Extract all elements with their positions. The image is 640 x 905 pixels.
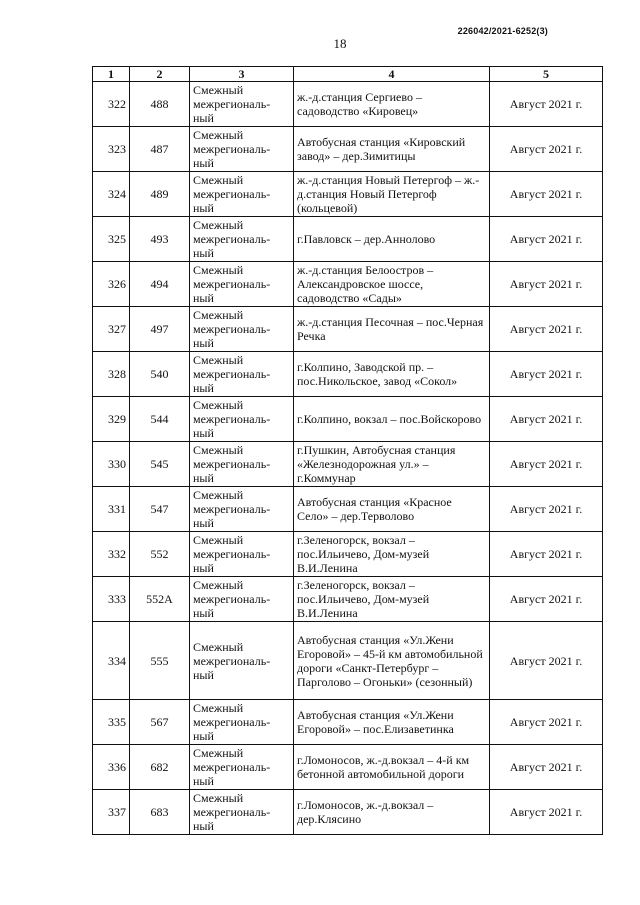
row-number: 326 [93,262,130,307]
route-number: 552 [130,532,190,577]
route-number: 552А [130,577,190,622]
route-number: 547 [130,487,190,532]
route-path: г.Павловск – дер.Аннолово [294,217,490,262]
route-number: 494 [130,262,190,307]
row-number: 337 [93,790,130,835]
route-path: г.Колпино, вокзал – пос.Войскорово [294,397,490,442]
route-number: 540 [130,352,190,397]
route-date: Август 2021 г. [490,790,603,835]
route-date: Август 2021 г. [490,487,603,532]
route-date: Август 2021 г. [490,397,603,442]
route-path: г.Ломоносов, ж.-д.вокзал – 4-й км бетонной автомобильной дороги [294,745,490,790]
table-row [93,442,603,487]
route-number: 555 [130,622,190,700]
document-id: 226042/2021-6252(3) [457,26,548,36]
routes-table [92,66,603,835]
route-type: Смежный межрегиональ- ный [190,262,294,307]
column-header: 2 [130,67,190,82]
route-type: Смежный межрегиональ- ный [190,352,294,397]
route-number: 497 [130,307,190,352]
route-type: Смежный межрегиональ- ный [190,397,294,442]
route-path: Автобусная станция «Кировский завод» – дер.Зимитицы [294,127,490,172]
table-row [93,82,603,127]
route-type: Смежный межрегиональ- ный [190,700,294,745]
row-number: 323 [93,127,130,172]
table-row [93,487,603,532]
table-row [93,307,603,352]
row-number: 322 [93,82,130,127]
table-row [93,790,603,835]
table-row [93,532,603,577]
route-path: ж.-д.станция Песочная – пос.Черная Речка [294,307,490,352]
route-date: Август 2021 г. [490,745,603,790]
route-path: Автобусная станция «Ул.Жени Егоровой» – 45-й км автомобильной дороги «Санкт-Петербург – Парголово – Огоньки» (сезонный) [294,622,490,700]
route-date: Август 2021 г. [490,622,603,700]
route-number: 488 [130,82,190,127]
table-row [93,217,603,262]
row-number: 331 [93,487,130,532]
route-path: Автобусная станция «Красное Село» – дер.Терволово [294,487,490,532]
route-number: 545 [130,442,190,487]
table-row [93,577,603,622]
table-row [93,622,603,700]
row-number: 330 [93,442,130,487]
row-number: 332 [93,532,130,577]
route-type: Смежный межрегиональ- ный [190,127,294,172]
table-body [93,82,603,835]
row-number: 334 [93,622,130,700]
route-date: Август 2021 г. [490,307,603,352]
row-number: 324 [93,172,130,217]
table-row [93,700,603,745]
route-date: Август 2021 г. [490,577,603,622]
route-type: Смежный межрегиональ- ный [190,745,294,790]
header-row [93,67,603,82]
route-type: Смежный межрегиональ- ный [190,442,294,487]
route-path: г.Ломоносов, ж.-д.вокзал – дер.Клясино [294,790,490,835]
route-path: г.Зеленогорск, вокзал – пос.Ильичево, Дом-музей В.И.Ленина [294,577,490,622]
route-type: Смежный межрегиональ- ный [190,172,294,217]
table-row [93,397,603,442]
route-number: 489 [130,172,190,217]
column-header: 5 [490,67,603,82]
row-number: 328 [93,352,130,397]
route-path: г.Пушкин, Автобусная станция «Железнодорожная ул.» – г.Коммунар [294,442,490,487]
route-date: Август 2021 г. [490,217,603,262]
table-row [93,127,603,172]
route-number: 544 [130,397,190,442]
row-number: 333 [93,577,130,622]
route-type: Смежный межрегиональ- ный [190,307,294,352]
route-type: Смежный межрегиональ- ный [190,82,294,127]
route-path: г.Зеленогорск, вокзал – пос.Ильичево, Дом-музей В.И.Ленина [294,532,490,577]
route-type: Смежный межрегиональ- ный [190,487,294,532]
column-header: 4 [294,67,490,82]
row-number: 329 [93,397,130,442]
route-type: Смежный межрегиональ- ный [190,622,294,700]
route-path: г.Колпино, Заводской пр. – пос.Никольское, завод «Сокол» [294,352,490,397]
route-path: ж.-д.станция Сергиево – садоводство «Кировец» [294,82,490,127]
route-number: 567 [130,700,190,745]
route-date: Август 2021 г. [490,262,603,307]
route-type: Смежный межрегиональ- ный [190,577,294,622]
route-number: 682 [130,745,190,790]
column-header: 3 [190,67,294,82]
row-number: 336 [93,745,130,790]
route-date: Август 2021 г. [490,82,603,127]
route-path: Автобусная станция «Ул.Жени Егоровой» – пос.Елизаветинка [294,700,490,745]
table-row [93,262,603,307]
route-number: 683 [130,790,190,835]
table-row [93,745,603,790]
row-number: 335 [93,700,130,745]
route-type: Смежный межрегиональ- ный [190,217,294,262]
page-number: 18 [333,36,347,51]
route-path: ж.-д.станция Белоостров – Александровское шоссе, садоводство «Сады» [294,262,490,307]
route-type: Смежный межрегиональ- ный [190,790,294,835]
row-number: 327 [93,307,130,352]
table-row [93,172,603,217]
route-date: Август 2021 г. [490,532,603,577]
route-date: Август 2021 г. [490,442,603,487]
route-number: 493 [130,217,190,262]
route-date: Август 2021 г. [490,172,603,217]
route-date: Август 2021 г. [490,352,603,397]
route-number: 487 [130,127,190,172]
column-header: 1 [93,67,130,82]
route-path: ж.-д.станция Новый Петергоф – ж.-д.станция Новый Петергоф (кольцевой) [294,172,490,217]
row-number: 325 [93,217,130,262]
route-date: Август 2021 г. [490,127,603,172]
table-row [93,352,603,397]
route-date: Август 2021 г. [490,700,603,745]
route-type: Смежный межрегиональ- ный [190,532,294,577]
